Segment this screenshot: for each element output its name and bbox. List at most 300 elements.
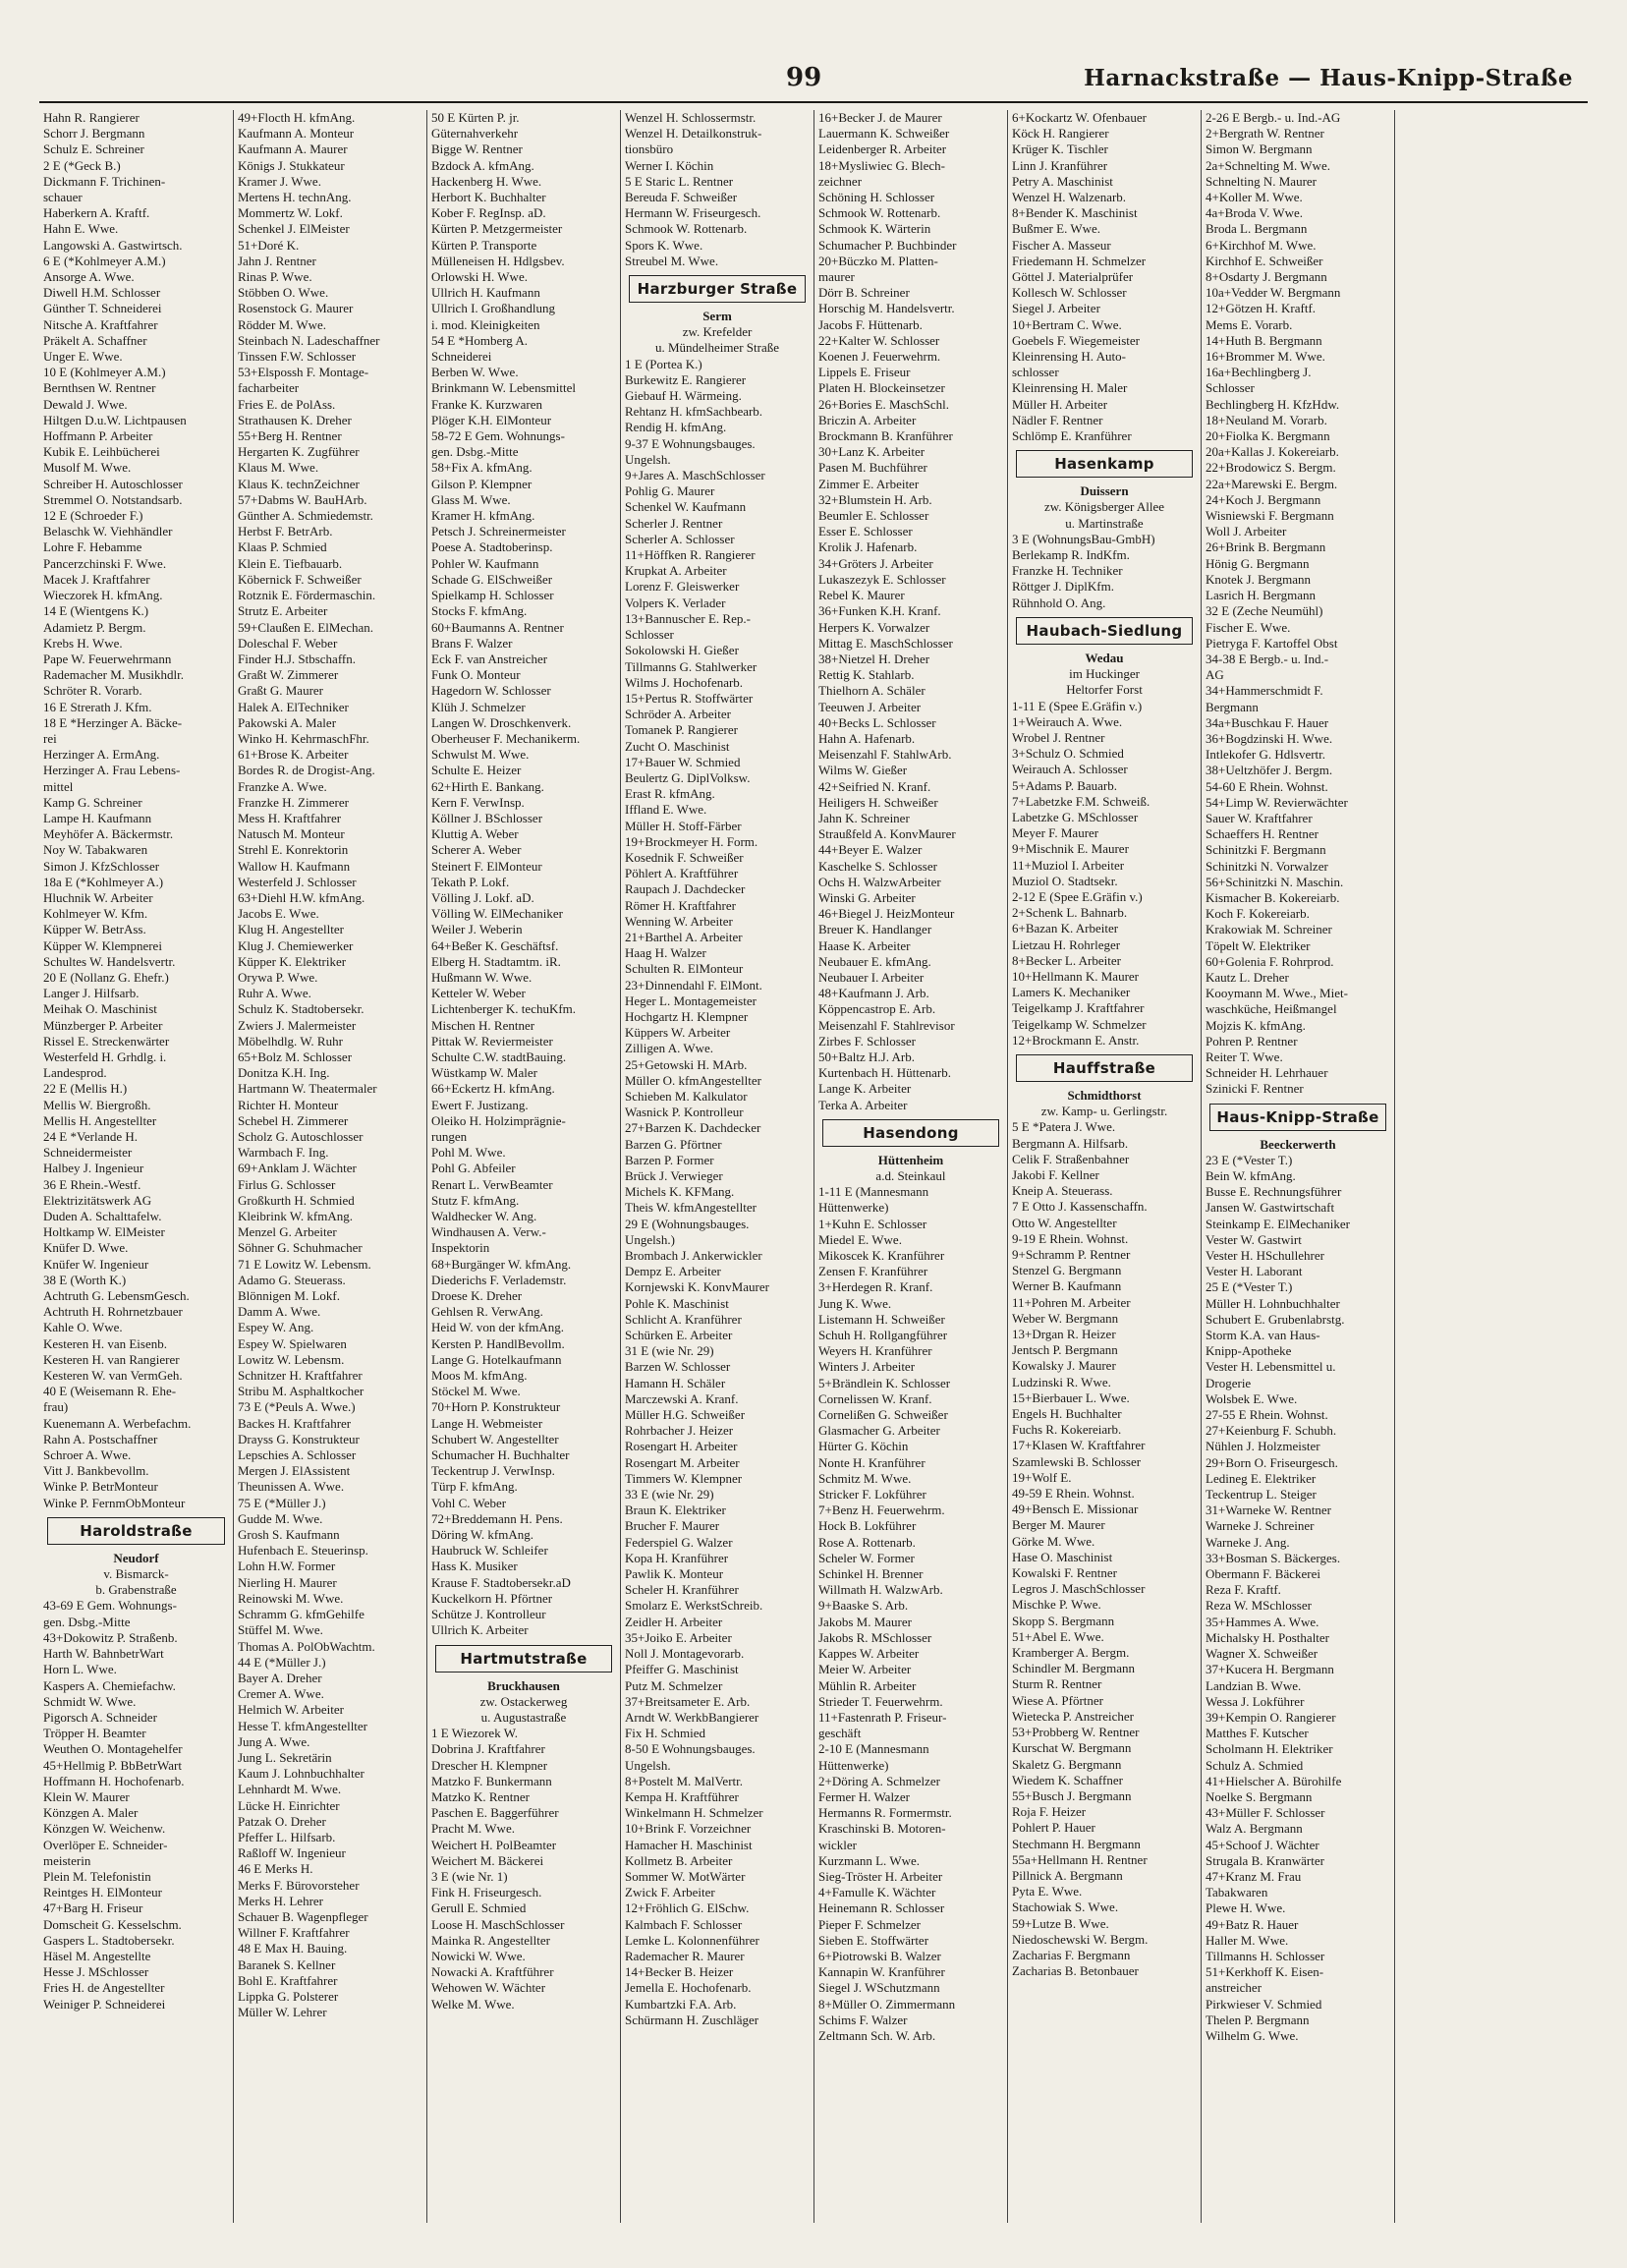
resident-entry: 69+Anklam J. Wächter [238,1161,357,1176]
resident-entry: Hamacher H. Maschinist [625,1837,753,1852]
resident-entry: Klaas P. Schmied [238,539,327,555]
resident-entry: 46 E Merks H. [238,1861,313,1877]
resident-entry: Inspektorin [431,1240,490,1256]
resident-entry: Stremmel O. Notstandsarb. [43,491,183,507]
resident-entry: Fuchs R. Kokereiarb. [1012,1422,1122,1438]
resident-entry: Langen W. Droschkenverk. [431,714,572,730]
resident-entry: Kraschinski B. Motoren- [818,1821,946,1837]
resident-entry: Holtkamp W. ElMeister [43,1224,165,1240]
resident-entry: Winke P. BetrMonteur [43,1479,158,1495]
resident-entry: Herbst F. BetrArb. [238,524,333,539]
resident-entry: Doleschal F. Weber [238,635,338,651]
resident-entry: 32 E (Zeche Neumühl) [1206,603,1323,619]
resident-entry: 27+Barzen K. Dachdecker [625,1120,761,1136]
resident-entry: 3 E (WohnungsBau-GmbH) [1012,531,1155,546]
resident-entry: Haller M. Wwe. [1206,1932,1289,1948]
resident-entry: Tröpper H. Beamter [43,1726,146,1741]
resident-entry: Willmath H. WalzwArb. [818,1582,943,1598]
resident-entry: 47+Kranz M. Frau [1206,1868,1302,1884]
resident-entry: Raupach J. Dachdecker [625,881,746,897]
resident-entry: Lücke H. Einrichter [238,1797,340,1813]
resident-entry: Paschen E. Baggerführer [431,1805,559,1821]
resident-entry: 8+Becker L. Arbeiter [1012,952,1121,968]
resident-entry: Lorenz F. Gleiswerker [625,579,740,595]
resident-entry: Noy W. Tabakwaren [43,842,148,858]
resident-entry: Westerfeld H. Grhdlg. i. [43,1049,167,1064]
column-3 [426,110,620,2223]
resident-entry: 16 E Strerath J. Kfm. [43,699,152,714]
resident-entry: meisterin [43,1852,91,1868]
resident-entry: Krakowiak M. Schreiner [1206,922,1332,937]
resident-entry: 36 E Rhein.-Westf. [43,1176,141,1192]
resident-entry: 10 E (Kohlmeyer A.M.) [43,365,166,380]
resident-entry: Bernthsen W. Rentner [43,380,156,396]
resident-entry: 49-59 E Rhein. Wohnst. [1012,1486,1135,1502]
resident-entry: Mommertz W. Lokf. [238,205,343,221]
resident-entry: 2a+Schnelting M. Wwe. [1206,157,1330,173]
resident-entry: Jahn J. Rentner [238,253,316,268]
resident-entry: 48 E Max H. Bauing. [238,1941,348,1956]
resident-entry: Zimmer E. Arbeiter [818,476,920,491]
resident-entry: Bußmer E. Wwe. [1012,221,1101,237]
resident-entry: 10+Bertram C. Wwe. [1012,316,1122,332]
resident-entry: Orlowski H. Wwe. [431,269,528,285]
resident-entry: Schaeffers H. Rentner [1206,826,1318,842]
resident-entry: 12 E (Schroeder F.) [43,508,143,524]
resident-entry: Mischke P. Wwe. [1012,1597,1101,1613]
resident-entry: Lichtenberger K. techuKfm. [431,1001,577,1017]
resident-entry: Großkurth H. Schmied [238,1192,355,1208]
resident-entry: Bohl E. Kraftfahrer [238,1972,338,1988]
resident-entry: Stribu M. Asphaltkocher [238,1384,365,1399]
resident-entry: Hußmann W. Wwe. [431,969,533,985]
resident-entry: Schürmann H. Zuschläger [625,2012,759,2027]
resident-entry: Windhausen A. Verw.- [431,1224,546,1240]
resident-entry: Schulz A. Schmied [1206,1757,1304,1773]
resident-entry: Küpper K. Elektriker [238,953,347,969]
resident-entry: Dörr B. Schreiner [818,285,910,301]
resident-entry: Teeuwen J. Arbeiter [818,699,922,714]
resident-entry: Schneiderei [431,349,492,365]
resident-entry: 44+Beyer E. Walzer [818,842,923,858]
resident-entry: 35+Hammes A. Wwe. [1206,1614,1319,1629]
resident-entry: Matzko K. Rentner [431,1788,531,1804]
resident-entry: 14+Becker B. Heizer [625,1964,734,1980]
resident-entry: Firlus G. Schlosser [238,1176,336,1192]
resident-entry: Pittak W. Reviermeister [431,1033,553,1049]
resident-entry: Petry A. Maschinist [1012,173,1113,189]
resident-entry: 49+Batz R. Hauer [1206,1916,1299,1932]
resident-entry: Berlekamp R. IndKfm. [1012,547,1130,563]
resident-entry: Finder H.J. Stbschaffn. [238,651,357,666]
resident-entry: Rahn A. Postschaffner [43,1431,158,1446]
resident-entry: Schinitzki F. Bergmann [1206,842,1326,858]
resident-entry: Pfeiffer G. Maschinist [625,1662,739,1677]
resident-entry: Skopp S. Bergmann [1012,1613,1115,1628]
resident-entry: Nierling H. Maurer [238,1574,337,1590]
resident-entry: 54-60 E Rhein. Wohnst. [1206,778,1328,794]
resident-entry: Graßt W. Zimmerer [238,667,339,683]
resident-entry: Ansorge A. Wwe. [43,269,135,285]
resident-entry: Klüh J. Schmelzer [431,699,526,714]
resident-entry: Weyers H. Kranführer [818,1343,932,1359]
resident-entry: Moos M. kfmAng. [431,1368,528,1384]
resident-entry: Heinemann R. Schlosser [818,1900,945,1916]
resident-entry: Bergmann [1206,699,1259,714]
resident-entry: Weuthen O. Montagehelfer [43,1741,183,1757]
resident-entry: 7+Labetzke F.M. Schweiß. [1012,793,1150,809]
resident-entry: Hermanns R. Formermstr. [818,1805,952,1821]
resident-entry: Zacharias B. Betonbauer [1012,1963,1139,1979]
resident-entry: Michalsky H. Posthalter [1206,1629,1330,1645]
resident-entry: 60+Golenia F. Rohrprod. [1206,953,1334,969]
resident-entry: Hoffmann H. Hochofenarb. [43,1773,185,1788]
resident-entry: 16+Brommer M. Wwe. [1206,349,1325,365]
resident-entry: Wilms W. Gießer [818,763,908,778]
resident-entry: Halek A. ElTechniker [238,699,349,714]
resident-entry: Gilson P. Klempner [431,476,533,491]
resident-entry: Patzak O. Dreher [238,1813,326,1829]
resident-entry: Rühnhold O. Ang. [1012,595,1106,610]
resident-entry: Stutz F. kfmAng. [431,1192,520,1208]
resident-entry: zeichner [818,173,863,189]
resident-entry: 20+Büczko M. Platten- [818,253,938,268]
resident-entry: Welke M. Wwe. [431,1996,515,2012]
resident-entry: 2-12 E (Spee E.Gräfin v.) [1012,888,1143,904]
street-heading: Hasendong [822,1119,999,1147]
resident-entry: Baranek S. Kellner [238,1956,336,1972]
resident-entry: Hluchnik W. Arbeiter [43,889,153,905]
street-location-note: im Huckinger [1069,666,1140,682]
resident-entry: Kurtenbach H. Hüttenarb. [818,1065,952,1081]
resident-entry: Weichert M. Bäckerei [431,1852,544,1868]
resident-entry: Backes H. Kraftfahrer [238,1415,352,1431]
resident-entry: Schlosser [625,627,674,643]
resident-entry: Koenen J. Feuerwehrm. [818,349,941,365]
resident-entry: Pancerzchinski F. Wwe. [43,555,167,571]
resident-entry: Schenkel J. ElMeister [238,221,350,237]
resident-entry: Klein E. Tiefbauarb. [238,555,343,571]
resident-entry: Duden A. Schalttafelw. [43,1209,162,1224]
resident-entry: Schorr J. Bergmann [43,126,145,142]
resident-entry: 1+Weirauch A. Wwe. [1012,713,1123,729]
resident-entry: Heger L. Montagemeister [625,992,757,1008]
resident-entry: Teigelkamp W. Schmelzer [1012,1016,1147,1032]
resident-entry: Kannapin W. Kranführer [818,1964,945,1980]
resident-entry: Kuenemann A. Werbefachm. [43,1415,192,1431]
resident-entry: Kowalsky J. Maurer [1012,1358,1116,1374]
resident-entry: Küppers W. Arbeiter [625,1025,731,1041]
resident-entry: 22 E (Mellis H.) [43,1081,128,1097]
resident-entry: 45+Schoof J. Wächter [1206,1837,1319,1852]
resident-entry: Jung A. Wwe. [238,1733,310,1749]
resident-entry: Plein M. Telefonistin [43,1868,151,1884]
resident-entry: Strehl E. Konrektorin [238,842,349,858]
resident-entry: Celik F. Straßenbahner [1012,1151,1130,1166]
resident-entry: Steinkamp E. ElMechaniker [1206,1216,1350,1231]
resident-entry: 57+Dabms W. BauHArb. [238,491,367,507]
resident-entry: Domscheit G. Kesselschm. [43,1916,182,1932]
resident-entry: 18+Mysliwiec G. Blech- [818,157,946,173]
resident-entry: Reza W. MSchlosser [1206,1598,1312,1614]
resident-entry: Adamo G. Steuerass. [238,1272,346,1287]
locality-name: Wedau [1085,650,1124,665]
resident-entry: 11+Muziol I. Arbeiter [1012,857,1125,873]
resident-entry: Schieben M. Kalkulator [625,1088,748,1104]
resident-entry: Putz M. Schmelzer [625,1677,723,1693]
resident-entry: Schreiber H. Autoschlosser [43,476,183,491]
resident-entry: 75 E (*Müller J.) [238,1495,326,1510]
resident-entry: 63+Diehl H.W. kfmAng. [238,889,365,905]
resident-entry: Müller H. Stoff-Färber [625,818,742,833]
resident-entry: Schultes W. Handelsvertr. [43,953,176,969]
resident-entry: Szamlewski B. Schlosser [1012,1453,1142,1469]
resident-entry: maurer [818,269,855,285]
resident-entry: 48+Kaufmann J. Arb. [818,986,929,1001]
resident-entry: Meyer F. Maurer [1012,825,1099,841]
resident-entry: Michels K. KFMang. [625,1184,735,1200]
resident-entry: Schmook W. Rottenarb. [818,205,941,221]
street-heading: Hasenkamp [1016,450,1193,478]
resident-entry: Thelen P. Bergmann [1206,2012,1310,2027]
resident-entry: Goebels F. Wiegemeister [1012,332,1140,348]
resident-entry: Thielhorn A. Schäler [818,683,926,699]
resident-entry: Hass K. Musiker [431,1559,518,1574]
resident-entry: Schmitz M. Wwe. [818,1470,912,1486]
resident-entry: Lippka G. Polsterer [238,1988,339,2004]
resident-entry: 38+Ueltzhöfer J. Bergm. [1206,763,1333,778]
resident-entry: 39+Kempin O. Rangierer [1206,1709,1336,1725]
resident-entry: 56+Schinitzki N. Maschin. [1206,874,1344,889]
resident-entry: Bigge W. Rentner [431,142,523,157]
resident-entry: 70+Horn P. Konstrukteur [431,1399,561,1415]
resident-entry: Schumacher P. Buchbinder [818,237,957,253]
resident-entry: Diwell H.M. Schlosser [43,285,161,301]
resident-entry: 43+Müller F. Schlosser [1206,1805,1325,1821]
resident-entry: Muziol O. Stadtsekr. [1012,873,1118,888]
resident-entry: Mainka R. Angestellter [431,1932,550,1948]
resident-entry: Merks F. Bürovorsteher [238,1877,360,1893]
resident-entry: Rinas P. Wwe. [238,269,312,285]
resident-entry: Winkelmann H. Schmelzer [625,1805,763,1821]
resident-entry: Winke P. FernmObMonteur [43,1495,186,1510]
resident-entry: Kowalski F. Rentner [1012,1565,1117,1581]
resident-entry: 8+Osdarty J. Bergmann [1206,269,1327,285]
resident-entry: Schürken E. Arbeiter [625,1328,733,1343]
resident-entry: Pohl M. Wwe. [431,1145,506,1161]
resident-entry: Terka A. Arbeiter [818,1097,908,1112]
resident-entry: Rademacher R. Maurer [625,1948,745,1963]
resident-entry: Brockmann B. Kranführer [818,428,953,444]
resident-entry: Kaum J. Lohnbuchhalter [238,1766,365,1782]
resident-entry: 17+Klasen W. Kraftfahrer [1012,1438,1146,1453]
resident-entry: Lehnhardt M. Wwe. [238,1782,342,1797]
resident-entry: Hönig G. Bergmann [1206,555,1310,571]
resident-entry: Schmook W. Rottenarb. [625,221,748,237]
resident-entry: Tinssen F.W. Schlosser [238,349,357,365]
resident-entry: Ketteler W. Weber [431,986,526,1001]
resident-entry: Damm A. Wwe. [238,1304,321,1320]
resident-entry: Theunissen A. Wwe. [238,1479,345,1495]
street-location-note: Heltorfer Forst [1066,682,1143,698]
resident-entry: gen. Dsbg.-Mitte [43,1614,131,1629]
resident-entry: 59+Claußen E. ElMechan. [238,619,374,635]
resident-entry: Klein W. Maurer [43,1788,130,1804]
resident-entry: 33+Bosman S. Bäckerges. [1206,1550,1341,1565]
resident-entry: Niedoschewski W. Bergm. [1012,1931,1149,1947]
street-heading: Haroldstraße [47,1517,225,1545]
resident-entry: Wenzel H. Walzenarb. [1012,190,1127,205]
resident-entry: 49+Flocth H. kfmAng. [238,110,356,125]
resident-entry: Meier W. Arbeiter [818,1662,912,1677]
resident-entry: Noll J. Montagevorarb. [625,1646,745,1662]
resident-entry: Hufenbach E. Steuerinsp. [238,1543,368,1559]
resident-entry: Rosenstock G. Maurer [238,301,354,316]
resident-entry: Völling J. Lokf. aD. [431,889,534,905]
resident-entry: Rohrbacher J. Heizer [625,1423,734,1439]
resident-entry: Jung K. Wwe. [818,1295,892,1311]
resident-entry: 3 E (wie Nr. 1) [431,1868,508,1884]
resident-entry: 68+Burgänger W. kfmAng. [431,1256,572,1272]
resident-entry: Hamann H. Schäler [625,1375,726,1390]
resident-entry: Braun K. Elektriker [625,1503,726,1518]
resident-entry: 62+Hirth E. Bankang. [431,778,544,794]
resident-entry: Kesteren H. van Eisenb. [43,1335,167,1351]
resident-entry: Klug H. Angestellter [238,922,344,937]
resident-entry: Knüfer W. Ingenieur [43,1256,149,1272]
resident-entry: Zucht O. Maschinist [625,738,730,754]
resident-entry: Schumacher H. Buchhalter [431,1447,570,1463]
resident-entry: 12+Götzen H. Kraftf. [1206,301,1317,316]
resident-entry: Rehtanz H. kfmSachbearb. [625,404,763,420]
resident-entry: Schebel H. Zimmerer [238,1112,349,1128]
resident-entry: Lepschies A. Schlosser [238,1447,357,1463]
resident-entry: 8-50 E Wohnungsbauges. [625,1741,756,1757]
resident-entry: Göttel J. Materialprüfer [1012,269,1134,285]
resident-entry: Kohlmeyer W. Kfm. [43,906,148,922]
resident-entry: Broda L. Bergmann [1206,221,1308,237]
resident-entry: Meisenzahl F. Stahlrevisor [818,1017,955,1033]
resident-entry: Haubruck W. Schleifer [431,1543,548,1559]
resident-entry: Lippels E. Friseur [818,365,911,380]
street-location-note: v. Bismarck- [103,1566,169,1582]
resident-entry: 40 E (Weisemann R. Ehe- [43,1384,177,1399]
resident-entry: Herpers K. Vorwalzer [818,619,930,635]
resident-entry: Barzen P. Former [625,1152,714,1167]
resident-entry: 38+Nietzel H. Dreher [818,651,930,666]
resident-entry: Theis W. kfmAngestellter [625,1200,757,1216]
resident-entry: Schubert E. Grubenlabrstg. [1206,1311,1345,1327]
resident-entry: 51+Abel E. Wwe. [1012,1628,1104,1644]
resident-entry: Eck F. van Anstreicher [431,651,548,666]
resident-entry: Schindler M. Bergmann [1012,1661,1136,1676]
resident-entry: Nühlen J. Holzmeister [1206,1439,1320,1454]
resident-entry: 7 E Otto J. Kassenschaffn. [1012,1199,1148,1215]
resident-entry: 43-69 E Gem. Wohnungs- [43,1598,177,1614]
resident-entry: Hackenberg H. Wwe. [431,173,542,189]
resident-entry: Kleinrensing H. Auto- [1012,349,1126,365]
resident-entry: 26+Brink B. Bergmann [1206,539,1326,555]
resident-entry: Jansen W. Gastwirtschaft [1206,1200,1335,1216]
resident-entry: Unger E. Wwe. [43,349,123,365]
resident-entry: Woll J. Arbeiter [1206,524,1287,539]
resident-entry: Kürten P. Transporte [431,237,537,253]
resident-entry: 1-11 E (Spee E.Gräfin v.) [1012,698,1143,713]
resident-entry: Knotek J. Bergmann [1206,571,1311,587]
resident-entry: Hesse J. MSchlosser [43,1964,149,1980]
resident-entry: Meihak O. Maschinist [43,1001,157,1017]
resident-entry: Zwick F. Arbeiter [625,1885,715,1900]
resident-entry: Gerull E. Schmied [431,1900,527,1916]
resident-entry: Kesteren H. van Rangierer [43,1351,180,1367]
resident-entry: Reza F. Kraftf. [1206,1582,1281,1598]
resident-entry: 12+Fröhlich G. ElSchw. [625,1900,750,1916]
resident-entry: Werner I. Köchin [625,157,714,173]
resident-entry: Reintges H. ElMonteur [43,1885,162,1900]
resident-entry: Willner F. Kraftfahrer [238,1925,350,1941]
resident-entry: Schwulst M. Wwe. [431,747,530,763]
resident-entry: 50 E Kürten P. jr. [431,110,520,125]
resident-entry: 66+Eckertz H. kfmAng. [431,1081,555,1097]
resident-entry: Ungelsh.) [625,1231,675,1247]
resident-entry: Kurschat W. Bergmann [1012,1740,1132,1756]
resident-entry: Labetzke G. MSchlosser [1012,809,1139,824]
resident-entry: Schulten R. ElMonteur [625,961,744,977]
resident-entry: 2+Döring A. Schmelzer [818,1773,940,1788]
resident-entry: 6+Kockartz W. Ofenbauer [1012,110,1147,125]
resident-entry: Fries E. de PolAss. [238,396,336,412]
resident-entry: Müller H. Lohnbuchhalter [1206,1295,1340,1311]
resident-entry: Kappes W. Arbeiter [818,1646,920,1662]
resident-entry: Reiter T. Wwe. [1206,1049,1283,1064]
resident-entry: Pigorsch A. Schneider [43,1709,157,1725]
resident-entry: Wenzel H. Detailkonstruk- [625,126,762,142]
resident-entry: Krupkat A. Arbeiter [625,563,727,579]
resident-entry: Schenkel W. Kaufmann [625,499,747,515]
resident-entry: 10a+Vedder W. Bergmann [1206,285,1341,301]
resident-entry: Meyhöfer A. Bäckermstr. [43,826,174,842]
resident-entry: Iffland E. Wwe. [625,802,707,818]
resident-entry: Fischer E. Wwe. [1206,619,1291,635]
resident-entry: 24+Koch J. Bergmann [1206,491,1321,507]
resident-entry: Intlekofer G. Hdlsvertr. [1206,747,1326,763]
resident-entry: Scherler A. Schlosser [625,531,735,546]
resident-entry: Pawlik K. Monteur [625,1566,724,1582]
resident-entry: Koch F. Kokereiarb. [1206,906,1310,922]
locality-name: Neudorf [113,1550,159,1565]
resident-entry: Franzke H. Techniker [1012,563,1123,579]
resident-entry: Barzen W. Schlosser [625,1359,731,1375]
resident-entry: Busse E. Rechnungsführer [1206,1184,1342,1200]
resident-entry: 2-10 E (Mannesmann [818,1741,929,1757]
resident-entry: Pasen M. Buchführer [818,460,927,476]
resident-entry: Loose H. MaschSchlosser [431,1916,565,1932]
resident-entry: Wagner X. Schweißer [1206,1646,1318,1662]
resident-entry: 71 E Lowitz W. Lebensm. [238,1256,371,1272]
resident-entry: Kesteren W. van VermGeh. [43,1368,183,1384]
resident-entry: Knipp-Apotheke [1206,1343,1292,1359]
resident-entry: 13+Bannuscher E. Rep.- [625,610,751,626]
column-6 [1007,110,1201,2223]
resident-entry: Türp F. kfmAng. [431,1479,518,1495]
resident-entry: Köppencastrop E. Arb. [818,1001,936,1017]
resident-entry: Pakowski A. Maler [238,714,337,730]
resident-entry: Nowacki A. Kraftführer [431,1964,554,1980]
resident-entry: 6+Bazan K. Arbeiter [1012,921,1119,936]
resident-entry: Werner B. Kaufmann [1012,1278,1122,1294]
resident-entry: Haag H. Walzer [625,945,706,961]
resident-entry: Brans F. Walzer [431,635,513,651]
